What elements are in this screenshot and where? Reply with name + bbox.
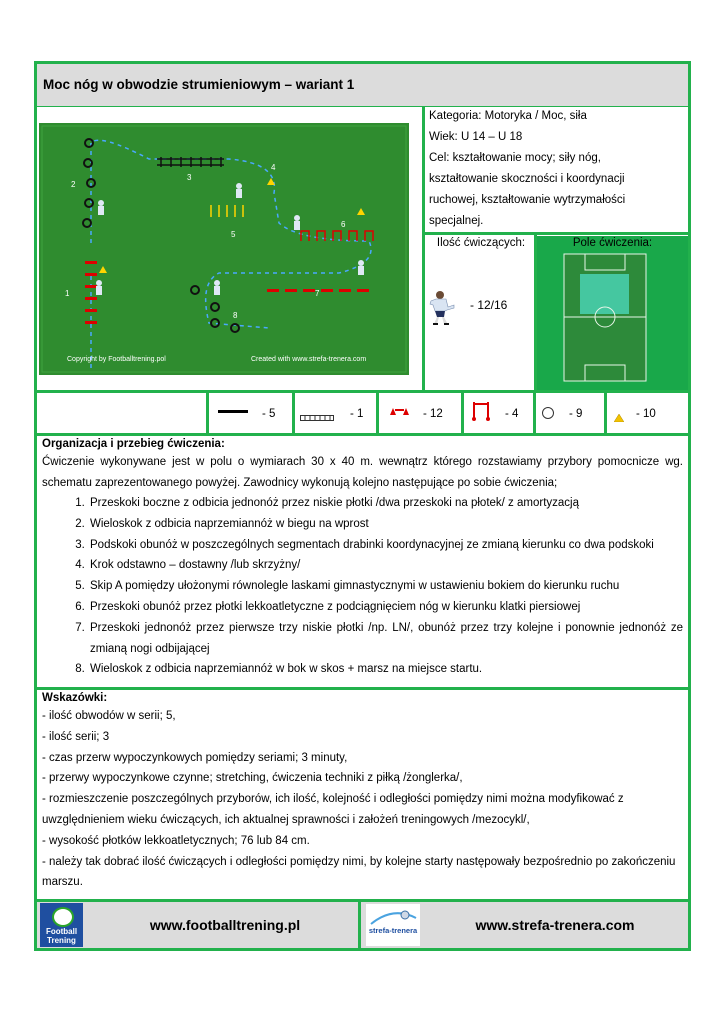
divider [422, 104, 425, 393]
goal-line: kształtowanie skoczności i koordynacji [429, 173, 625, 185]
legend-line-icon [218, 410, 248, 413]
exercise-step: 6. Przeskoki obunóż przez płotki lekkoatletyczne z podciągnięciem nóg w kierunku klatki piersiowej [88, 597, 683, 618]
divider [206, 390, 209, 436]
exercise-step: 4. Krok odstawno – dostawny /lub skrzyżny/ [88, 555, 683, 576]
player-count-value: - 12/16 [470, 298, 508, 312]
player-icon [428, 290, 456, 326]
divider [604, 390, 607, 436]
divider [292, 390, 295, 436]
diagram-number: 5 [231, 230, 236, 239]
organization-intro: Ćwiczenie wykonywane jest w polu o wymiarach 30 x 40 m. wewnątrz którego rozstawiamy przybory pomocnicze wg. schematu zaprezentowanego powyżej. Zawodnicy wykonują kolejno następujące po sobie ćwiczenia; [42, 456, 683, 489]
exercise-info [426, 106, 688, 232]
legend-ladder-icon [300, 408, 334, 414]
tips-section [37, 691, 688, 893]
footballtrening-logo [40, 903, 83, 947]
frame-border-bottom [34, 948, 691, 951]
goal-line: Cel: kształtowanie mocy; siły nóg, [429, 152, 601, 164]
divider [422, 232, 691, 235]
exercise-step: 1. Przeskoki boczne z odbicia jednonóż przez niskie płotki /dwa przeskoki na płotek/ z amortyzacją [88, 493, 683, 514]
footballtrening-link[interactable]: www.footballtrening.pl [149, 917, 301, 933]
legend-hurdle-icon [469, 398, 493, 422]
organization-section [37, 437, 688, 680]
player-count-label: Ilość ćwiczących: [436, 237, 526, 249]
divider [461, 390, 464, 436]
legend-ladder-count: - 1 [350, 408, 364, 420]
page-title: Moc nóg w obwodzie strumieniowym – wariant 1 [37, 64, 688, 106]
strefa-trenera-link[interactable]: www.strefa-trenera.com [475, 917, 635, 933]
tip-line: - rozmieszczenie poszczególnych przyborów, ich ilość, kolejność i odległości pomiędzy nimi można modyfikować z uwzględnieniem wieku ćwiczących, ich aktualnej sprawności i założeń treningowych /mezocykl/, [42, 793, 624, 826]
diagram-number: 6 [341, 220, 346, 229]
legend-hurdle-count: - 4 [505, 408, 519, 420]
exercise-step: 8. Wieloskok z odbicia naprzemiannóż w bok w skos + marsz na miejsce startu. [88, 659, 683, 680]
exercise-step: 3. Podskoki obunóż w poszczególnych segmentach drabinki koordynacyjnej ze zmianą kierunku co dwa podskoki [88, 535, 683, 556]
diagram-number: 4 [271, 163, 276, 172]
tip-line: - przerwy wypoczynkowe czynne; stretching, ćwiczenia techniki z piłką /żonglerka/, [42, 772, 463, 785]
exercise-step: 7. Przeskoki jednonóż przez pierwsze trzy niskie płotki /np. LN/, obunóż przez trzy kolejne i ponownie jednonóż ze zmianą nogi odbijającej [88, 618, 683, 660]
tips-heading: Wskazówki: [42, 692, 108, 704]
goal-line: ruchowej, kształtowanie wytrzymałości [429, 194, 626, 206]
age: Wiek: U 14 – U 18 [429, 131, 523, 143]
divider [34, 433, 691, 436]
exercise-step: 5. Skip A pomiędzy ułożonymi równolegle laskami gimnastycznymi w ustawieniu bokiem do kierunku ruchu [88, 576, 683, 597]
legend-line-count: - 5 [262, 408, 276, 420]
legend-cone-icon [614, 409, 624, 417]
divider [34, 390, 691, 393]
logo-text: Football Trening [45, 927, 78, 945]
divider [376, 390, 379, 436]
exercise-step: 2. Wieloskok z odbicia naprzemiannóż w biegu na wprost [88, 514, 683, 535]
diagram-number: 1 [65, 289, 70, 298]
field-label: Pole ćwiczenia: [572, 237, 653, 249]
tip-line: - czas przerw wypoczynkowych pomiędzy seriami; 3 minuty, [42, 751, 348, 764]
diagram-copyright: Copyright by Footballtrening.pol [67, 356, 166, 363]
legend-ring-count: - 9 [569, 408, 583, 420]
legend-ring-icon [542, 407, 554, 419]
diagram-number: 8 [233, 311, 238, 320]
tip-line: - należy tak dobrać ilość ćwiczących i odległości pomiędzy nimi, by kolejne starty następowały bezpośrednio po zakończeniu marszu. [42, 855, 676, 889]
frame-border-right [688, 61, 691, 951]
organization-heading: Organizacja i przebieg ćwiczenia: [42, 438, 225, 450]
diagram-number: 7 [315, 289, 320, 298]
divider [34, 687, 691, 690]
legend-cone-count: - 10 [636, 408, 656, 420]
diagram-number: 3 [187, 173, 192, 182]
tip-line: - wysokość płotków lekkoatletycznych; 76 lub 84 cm. [42, 834, 310, 847]
category: Kategoria: Motoryka / Moc, siła [429, 110, 587, 122]
tip-line: - ilość obwodów w serii; 5, [42, 710, 176, 722]
field-panel [537, 236, 688, 390]
exercise-diagram [39, 123, 409, 375]
tip-line: - ilość serii; 3 [42, 730, 110, 743]
diagram-created: Created with www.strefa-trenera.com [251, 356, 367, 363]
legend-low-hurdle-icon [388, 403, 412, 417]
goal-line: specjalnej. [429, 215, 484, 227]
legend-low-hurdle-count: - 12 [423, 408, 443, 420]
divider [533, 390, 536, 436]
strefa-trenera-logo [366, 904, 420, 946]
diagram-number: 2 [71, 180, 76, 189]
logo-text: strefa-trenera [368, 926, 418, 935]
exercise-steps [42, 493, 683, 680]
